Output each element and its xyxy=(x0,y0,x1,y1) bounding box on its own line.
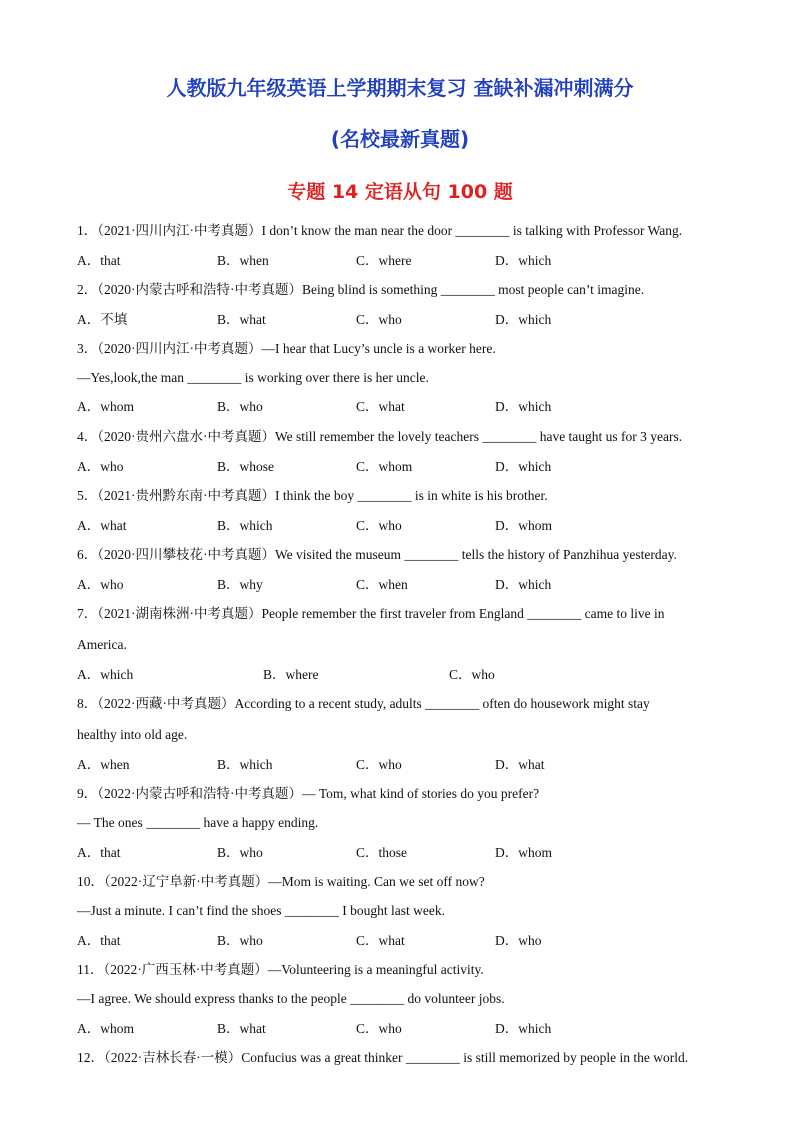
option-c[interactable]: C．what xyxy=(356,399,405,414)
option-d[interactable]: D．which xyxy=(495,1021,552,1036)
question-1-stem: 1．（2021·四川内江·中考真题）I don’t know the man near the door ________ is talking with Professor Wang. xyxy=(77,223,683,238)
option-b[interactable]: B．who xyxy=(217,399,263,414)
option-d[interactable]: D．whom xyxy=(495,518,552,533)
question-6-stem: 6．（2020·四川攀枝花·中考真题）We visited the museum ________ tells the history of Panzhihua yesterday. xyxy=(77,547,677,562)
question-5-stem: 5．（2021·贵州黔东南·中考真题）I think the boy ________ is in white is his brother. xyxy=(77,488,548,503)
option-b[interactable]: B．why xyxy=(217,577,263,592)
option-d[interactable]: D．which xyxy=(495,312,552,327)
question-10-stem: 10．（2022·辽宁阜新·中考真题）—Mom is waiting. Can we set off now? xyxy=(77,874,485,889)
option-b[interactable]: B．what xyxy=(217,1021,266,1036)
option-c[interactable]: C．who xyxy=(356,518,402,533)
option-c[interactable]: C．who xyxy=(356,312,402,327)
question-9-stem-line2: — The ones ________ have a happy ending. xyxy=(77,815,319,830)
option-b[interactable]: B．what xyxy=(217,312,266,327)
option-c[interactable]: C．those xyxy=(356,845,408,860)
question-9-stem: 9．（2022·内蒙古呼和浩特·中考真题）— Tom, what kind of stories do you prefer? xyxy=(77,786,540,801)
option-d[interactable]: D．which xyxy=(495,253,552,268)
option-a[interactable]: A．that xyxy=(77,845,121,860)
document-title: 人教版九年级英语上学期期末复习 查缺补漏冲刺满分 xyxy=(166,76,634,100)
option-b[interactable]: B．which xyxy=(217,518,273,533)
option-d[interactable]: D．which xyxy=(495,577,552,592)
option-a[interactable]: A．what xyxy=(77,518,127,533)
option-b[interactable]: B．who xyxy=(217,845,263,860)
option-d[interactable]: D．who xyxy=(495,933,542,948)
option-a[interactable]: A．who xyxy=(77,577,124,592)
option-b[interactable]: B．which xyxy=(217,757,273,772)
question-7-stem-line2: America. xyxy=(77,637,127,652)
question-7-stem: 7．（2021·湖南株洲·中考真题）People remember the first traveler from England ________ came to live in xyxy=(77,606,665,621)
option-d[interactable]: D．what xyxy=(495,757,545,772)
question-11-stem-line2: —I agree. We should express thanks to the people ________ do volunteer jobs. xyxy=(77,991,505,1006)
option-c[interactable]: C．who xyxy=(356,757,402,772)
option-c[interactable]: C．who xyxy=(449,667,495,682)
option-c[interactable]: C．where xyxy=(356,253,412,268)
option-b[interactable]: B．who xyxy=(217,933,263,948)
option-d[interactable]: D．whom xyxy=(495,845,552,860)
option-c[interactable]: C．when xyxy=(356,577,408,592)
option-c[interactable]: C．what xyxy=(356,933,405,948)
question-8-stem-line2: healthy into old age. xyxy=(77,727,188,742)
option-d[interactable]: D．which xyxy=(495,459,552,474)
option-d[interactable]: D．which xyxy=(495,399,552,414)
option-a[interactable]: A．that xyxy=(77,253,121,268)
option-a[interactable]: A．who xyxy=(77,459,124,474)
question-11-stem: 11．（2022·广西玉林·中考真题）—Volunteering is a meaningful activity. xyxy=(77,962,484,977)
question-12-stem: 12．（2022·吉林长春·一模）Confucius was a great thinker ________ is still memorized by people in the world. xyxy=(77,1050,689,1065)
option-a[interactable]: A．which xyxy=(77,667,134,682)
question-8-stem: 8．（2022·西藏·中考真题）According to a recent study, adults ________ often do housework might stay xyxy=(77,696,650,711)
option-b[interactable]: B．whose xyxy=(217,459,274,474)
option-b[interactable]: B．where xyxy=(263,667,319,682)
option-c[interactable]: C．whom xyxy=(356,459,413,474)
question-4-stem: 4．（2020·贵州六盘水·中考真题）We still remember the lovely teachers ________ have taught us for 3 years. xyxy=(77,429,683,444)
option-a[interactable]: A．that xyxy=(77,933,121,948)
option-b[interactable]: B．when xyxy=(217,253,269,268)
document-subtitle: (名校最新真题) xyxy=(330,127,470,151)
option-c[interactable]: C．who xyxy=(356,1021,402,1036)
option-a[interactable]: A．whom xyxy=(77,1021,134,1036)
question-2-stem: 2．（2020·内蒙古呼和浩特·中考真题）Being blind is something ________ most people can’t imagine. xyxy=(77,282,645,297)
option-a[interactable]: A．when xyxy=(77,757,130,772)
question-3-stem-line2: —Yes,look,the man ________ is working over there is her uncle. xyxy=(77,370,429,385)
option-a[interactable]: A．不填 xyxy=(77,312,128,327)
question-10-stem-line2: —Just a minute. I can’t find the shoes ________ I bought last week. xyxy=(77,903,445,918)
option-a[interactable]: A．whom xyxy=(77,399,134,414)
question-3-stem: 3．（2020·四川内江·中考真题）—I hear that Lucy’s uncle is a worker here. xyxy=(77,341,496,356)
topic-title: 专题 14 定语从句 100 题 xyxy=(287,181,513,203)
